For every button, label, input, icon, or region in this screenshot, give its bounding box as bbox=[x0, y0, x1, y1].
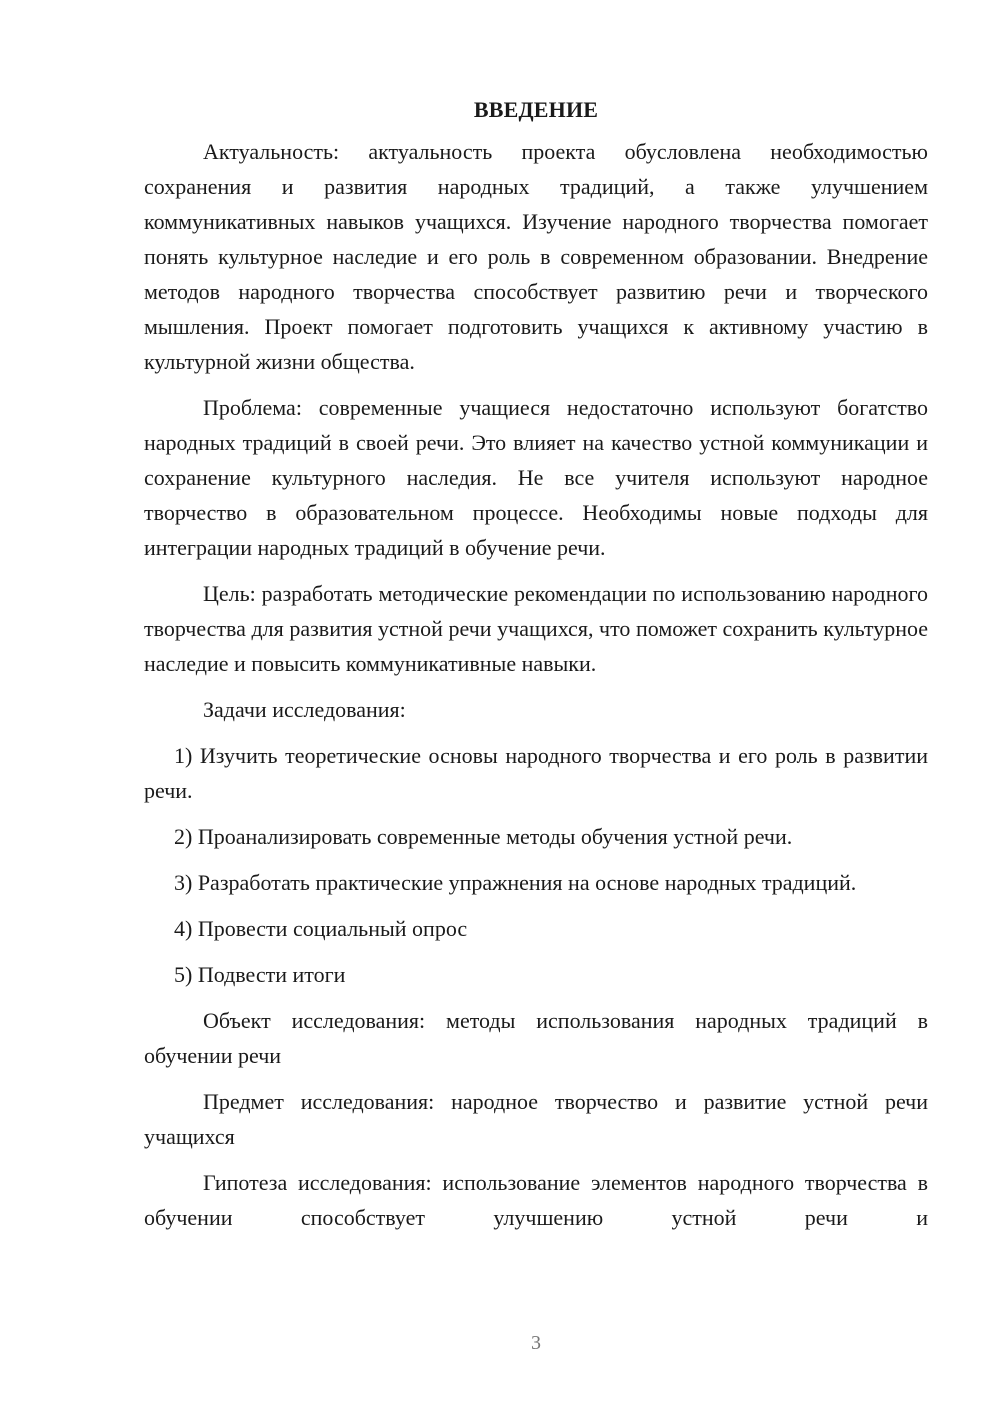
paragraph-hypothesis: Гипотеза исследования: использование элементов народного творчества в обучении способствует улучшению устной речи и bbox=[144, 1170, 928, 1230]
paragraph-relevance: Актуальность: актуальность проекта обусловлена необходимостью сохранения и развития народных традиций, а также улучшением коммуникативных навыков учащихся. Изучение народного творчества помогает понять культурное наследие и его роль в современном образовании. Внедрение методов народного творчества способствует развитию речи и творческого мышления. Проект помогает подготовить учащихся к активному участию в культурной жизни общества. bbox=[144, 139, 928, 374]
section-title: ВВЕДЕНИЕ bbox=[473, 97, 599, 122]
page-number: 3 bbox=[531, 1332, 541, 1354]
paragraph-problem: Проблема: современные учащиеся недостаточно используют богатство народных традиций в своей речи. Это влияет на качество устной коммуникации и сохранение культурного наследия. Не все учителя используют народное творчество в образовательном процессе. Необходимы новые подходы для интеграции народных традиций в обучение речи. bbox=[144, 395, 928, 560]
task-item-2: 2) Проанализировать современные методы обучения устной речи. bbox=[174, 824, 793, 849]
paragraph-subject: Предмет исследования: народное творчество и развитие устной речи учащихся bbox=[144, 1089, 928, 1149]
task-item-1: 1) Изучить теоретические основы народного творчества и его роль в развитии речи. bbox=[144, 743, 928, 803]
task-item-4: 4) Провести социальный опрос bbox=[174, 916, 468, 941]
document-page bbox=[144, 92, 928, 1246]
paragraph-goal: Цель: разработать методические рекомендации по использованию народного творчества для развития устной речи учащихся, что поможет сохранить культурное наследие и повысить коммуникативные навыки. bbox=[144, 581, 928, 676]
paragraph-object: Объект исследования: методы использования народных традиций в обучении речи bbox=[144, 1008, 928, 1068]
task-item-3: 3) Разработать практические упражнения на основе народных традиций. bbox=[174, 870, 857, 895]
tasks-heading: Задачи исследования: bbox=[203, 697, 406, 722]
task-item-5: 5) Подвести итоги bbox=[174, 962, 346, 987]
